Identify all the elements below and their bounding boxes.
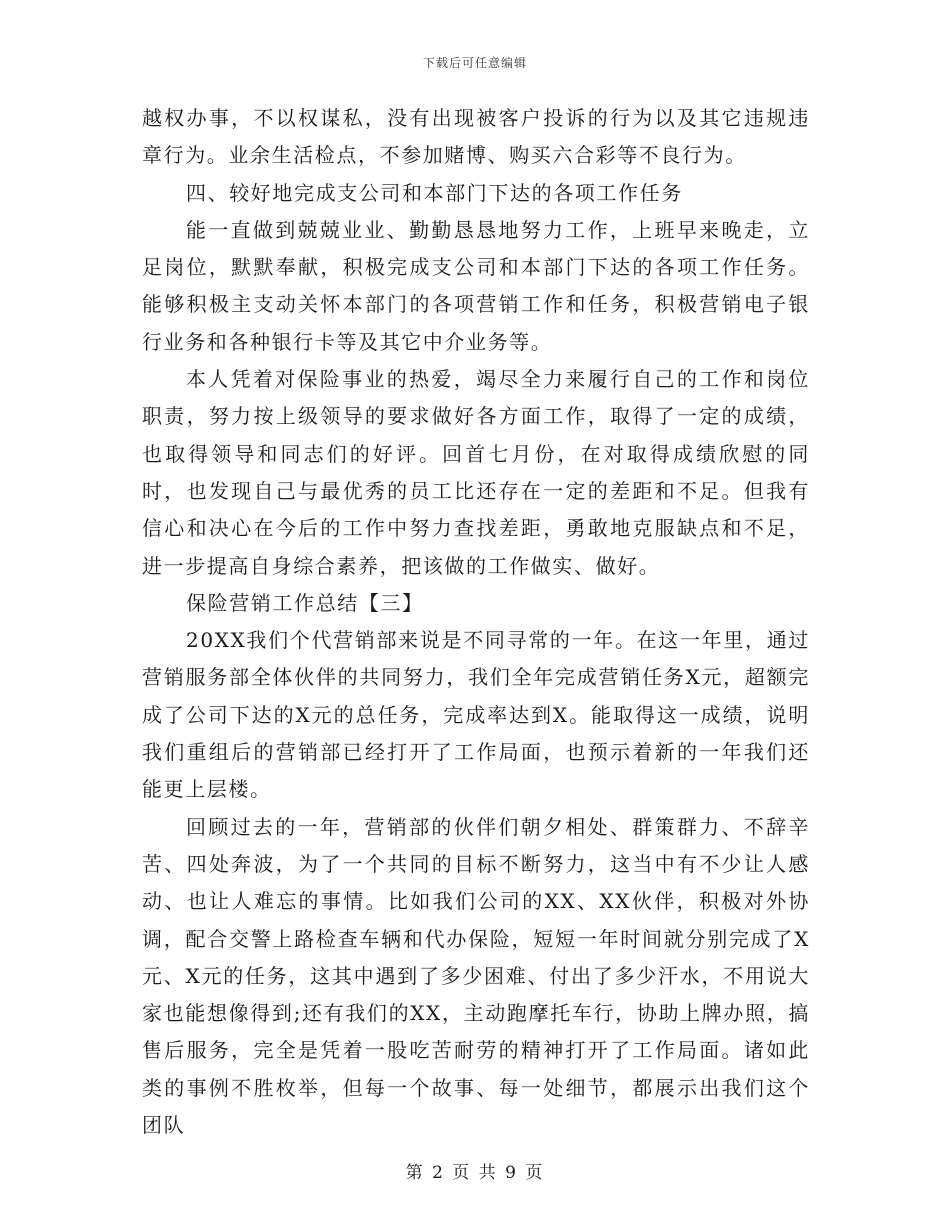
paragraph-7: 回顾过去的一年，营销部的伙伴们朝夕相处、群策群力、不辞辛苦、四处奔波，为了一个共同的目标不断努力，这当中有不少让人感动、也让人难忘的事情。比如我们公司的XX、XX伙伴，积极对外协调，配合交警上路检查车辆和代办保险，短短一年时间就分别完成了X元、X元的任务，这其中遇到了多少困难、付出了多少汗水，不用说大家也能想像得到;还有我们的XX，主动跑摩托车行，协助上牌办照，搞售后服务，完全是凭着一股吃苦耐劳的精神打开了工作局面。诸如此类的事例不胜枚举，但每一个故事、每一处细节，都展示出我们这个团队 [142, 814, 810, 1138]
paragraph-4: 本人凭着对保险事业的热爱，竭尽全力来履行自己的工作和岗位职责，努力按上级领导的要求做好各方面工作，取得了一定的成绩，也取得领导和同志们的好评。回首七月份，在对取得成绩欣慰的同时，也发现自己与最优秀的员工比还存在一定的差距和不足。但我有信心和决心在今后的工作中努力查找差距，勇敢地克服缺点和不足，进一步提高自身综合素养，把该做的工作做实、做好。 [142, 367, 810, 578]
paragraph-6: 20XX我们个代营销部来说是不同寻常的一年。在这一年里，通过营销服务部全体伙伴的共同努力，我们全年完成营销任务X元，超额完成了公司下达的X元的总任务，完成率达到X。能取得这一成绩，说明我们重组后的营销部已经打开了工作局面，也预示着新的一年我们还能更上层楼。 [142, 628, 810, 802]
section-title-summary-3: 保险营销工作总结【三】 [186, 590, 424, 615]
section-heading-4: 四、较好地完成支公司和本部门下达的各项工作任务 [186, 180, 683, 205]
page-number: 第 2 页 共 9 页 [405, 1163, 545, 1183]
page-header-note: 下载后可任意编辑 [422, 56, 527, 70]
paragraph-1: 越权办事，不以权谋私，没有出现被客户投诉的行为以及其它违规违章行为。业余生活检点，不参加赌博、购买六合彩等不良行为。 [142, 106, 810, 168]
paragraph-3: 能一直做到兢兢业业、勤勤恳恳地努力工作，上班早来晚走，立足岗位，默默奉献，积极完成支公司和本部门下达的各项工作任务。能够积极主支动关怀本部门的各项营销工作和任务，积极营销电子银行业务和各种银行卡等及其它中介业务等。 [142, 217, 810, 354]
document-body [142, 100, 810, 1144]
